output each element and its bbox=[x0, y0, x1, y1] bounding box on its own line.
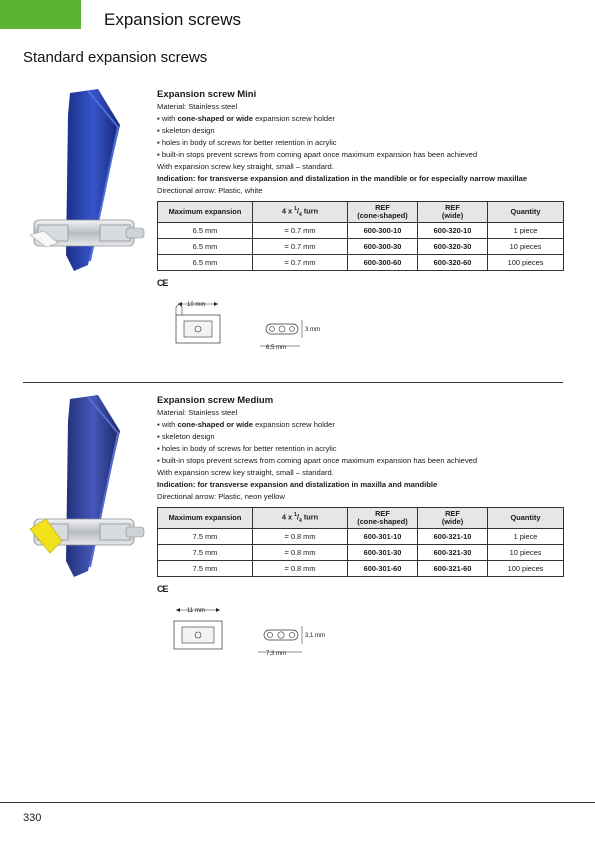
dim-length: 11 mm bbox=[187, 608, 205, 614]
header-quantity: Quantity bbox=[488, 508, 564, 529]
dim-width: 6,5 mm bbox=[266, 345, 287, 351]
table-row: 7.5 mm = 0.8 mm 600-301-30 600-321-30 10 pieces bbox=[158, 545, 564, 561]
arrow-text: Directional arrow: Plastic, neon yellow bbox=[157, 492, 285, 501]
material-text: Material: Stainless steel bbox=[157, 102, 238, 111]
header-ref-wide: REF (wide) bbox=[418, 508, 488, 529]
header-max-expansion: Maximum expansion bbox=[158, 202, 253, 223]
feature-item: ▪ holes in body of screws for better retention in acrylic bbox=[157, 444, 337, 453]
feature-item: ▪ skeleton design bbox=[157, 432, 215, 441]
indication-text: Indication: for transverse expansion and distalization in maxilla and mandible bbox=[157, 480, 438, 489]
product-info bbox=[157, 89, 567, 197]
product-info bbox=[157, 395, 567, 503]
section-title: Standard expansion screws bbox=[23, 49, 208, 66]
material-text: Material: Stainless steel bbox=[157, 408, 238, 417]
section-divider bbox=[23, 382, 563, 383]
feature-item: ▪ with cone-shaped or wide expansion screw holder bbox=[157, 114, 335, 123]
footer-divider bbox=[0, 802, 595, 803]
dim-height: 3 mm bbox=[305, 327, 320, 333]
chapter-title: Expansion screws bbox=[104, 10, 242, 29]
feature-item: ▪ holes in body of screws for better retention in acrylic bbox=[157, 138, 337, 147]
ce-mark-icon: CE bbox=[157, 278, 168, 288]
expansion-screw-medium-image bbox=[28, 391, 148, 581]
chapter-tab bbox=[0, 0, 81, 29]
product-name: Expansion screw Medium bbox=[157, 395, 274, 406]
header-turn: 4 x $^1/_4$ turn bbox=[253, 202, 348, 223]
header-max-expansion: Maximum expansion bbox=[158, 508, 253, 529]
technical-drawing bbox=[160, 295, 330, 355]
key-note: With expansion screw key straight, small – standard. bbox=[157, 468, 334, 477]
indication-text: Indication: for transverse expansion and distalization in the mandible or for especially narrow maxillae bbox=[157, 174, 528, 183]
feature-item: ▪ skeleton design bbox=[157, 126, 215, 135]
expansion-screw-mini-image bbox=[28, 85, 148, 275]
spec-table bbox=[157, 507, 564, 577]
key-note: With expansion screw key straight, small – standard. bbox=[157, 162, 334, 171]
feature-item: ▪ built-in stops prevent screws from coming apart once maximum expansion has been achieved bbox=[157, 150, 478, 159]
table-header-row bbox=[158, 202, 564, 223]
header-ref-cone: REF (cone-shaped) bbox=[348, 508, 418, 529]
spec-table bbox=[157, 201, 564, 271]
table-row: 7.5 mm = 0.8 mm 600-301-10 600-321-10 1 piece bbox=[158, 529, 564, 545]
product-name: Expansion screw Mini bbox=[157, 89, 257, 100]
table-row: 6.5 mm = 0.7 mm 600-300-60 600-320-60 100 pieces bbox=[158, 255, 564, 271]
feature-item: ▪ built-in stops prevent screws from coming apart once maximum expansion has been achieved bbox=[157, 456, 478, 465]
header-turn: 4 x $^1/_4$ turn bbox=[253, 508, 348, 529]
arrow-text: Directional arrow: Plastic, white bbox=[157, 186, 263, 195]
table-header-row bbox=[158, 508, 564, 529]
technical-drawing bbox=[160, 601, 330, 661]
table-row: 6.5 mm = 0.7 mm 600-300-30 600-320-30 10 pieces bbox=[158, 239, 564, 255]
feature-item: ▪ with cone-shaped or wide expansion screw holder bbox=[157, 420, 335, 429]
dim-height: 3,1 mm bbox=[305, 633, 326, 639]
table-row: 7.5 mm = 0.8 mm 600-301-60 600-321-60 100 pieces bbox=[158, 561, 564, 577]
page-number: 330 bbox=[23, 812, 42, 824]
ce-mark-icon: CE bbox=[157, 584, 168, 594]
header-ref-cone: REF (cone-shaped) bbox=[348, 202, 418, 223]
dim-width: 7,3 mm bbox=[266, 651, 287, 657]
dim-length: 10 mm bbox=[187, 302, 206, 308]
header-quantity: Quantity bbox=[488, 202, 564, 223]
header-ref-wide: REF (wide) bbox=[418, 202, 488, 223]
table-row: 6.5 mm = 0.7 mm 600-300-10 600-320-10 1 piece bbox=[158, 223, 564, 239]
